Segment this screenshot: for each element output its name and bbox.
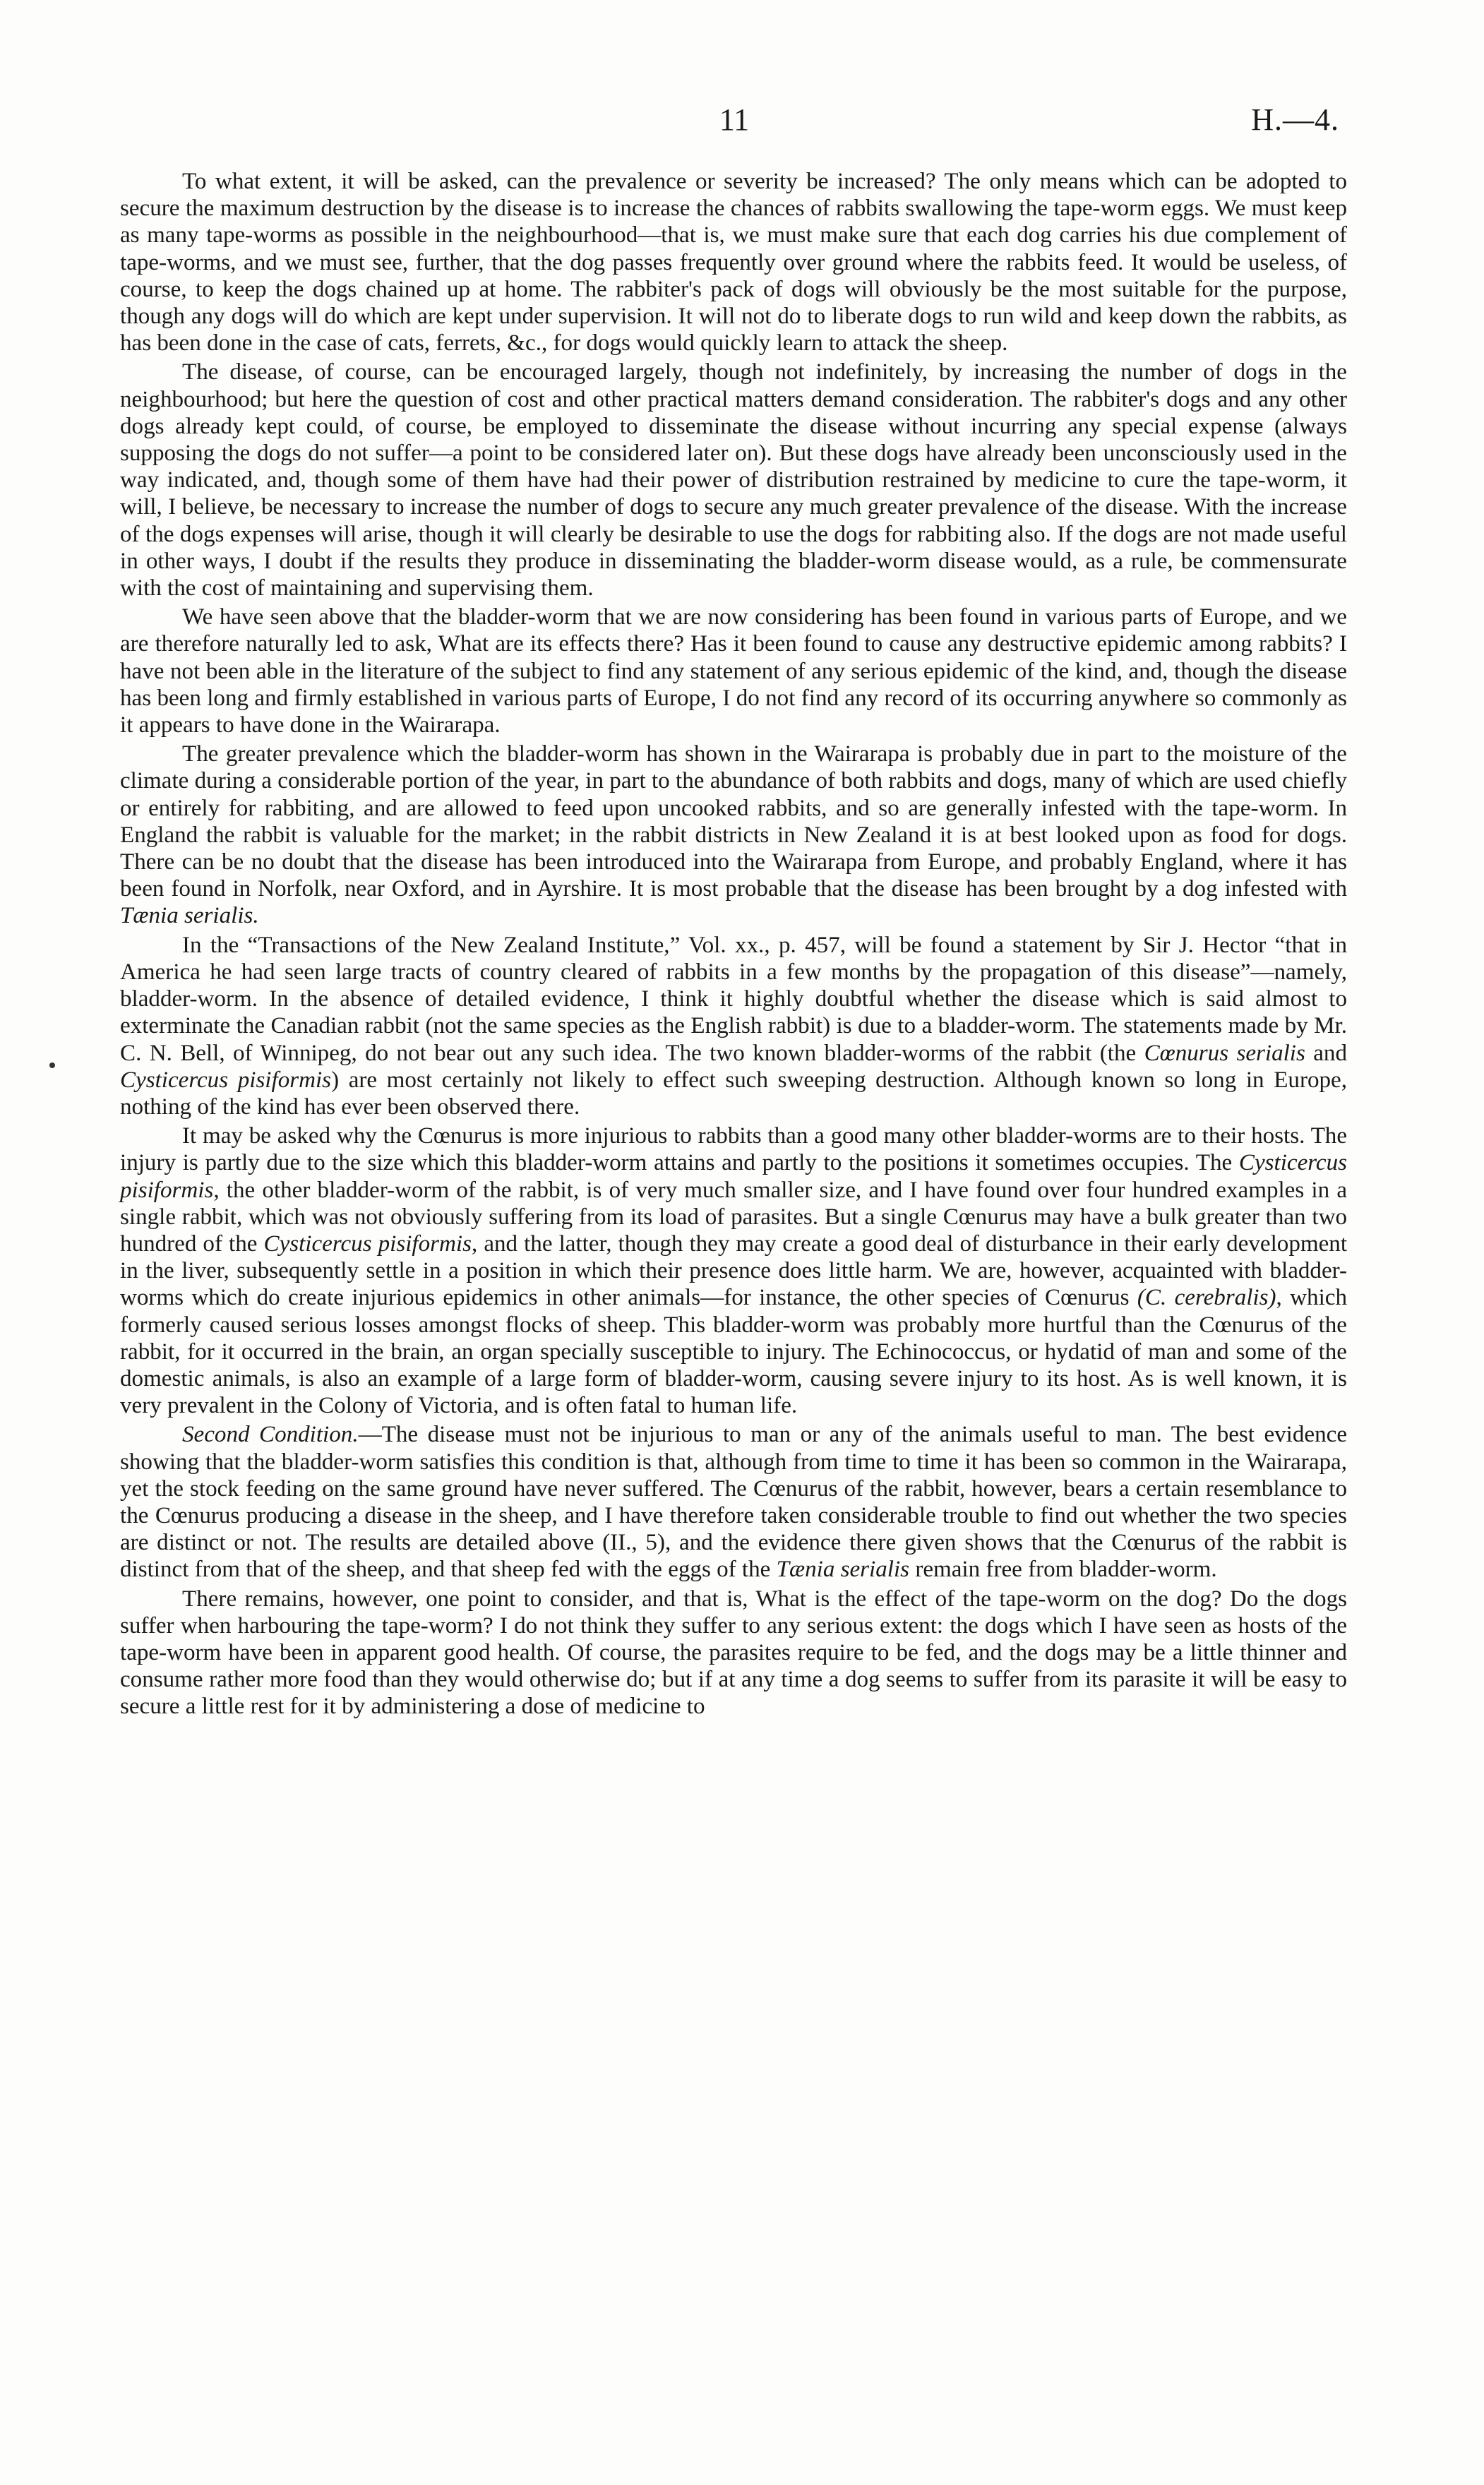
page-header <box>0 99 1484 141</box>
species-name: (C. cerebralis) <box>1137 1285 1276 1311</box>
paragraph-prevalence <box>120 741 1347 929</box>
species-name: Tænia serialis <box>776 1557 910 1583</box>
paragraph-transactions <box>120 932 1347 1120</box>
paragraph-europe: We have seen above that the bladder-worm that we are now considering has been found in various parts of Europe, and we are therefore naturally led to ask, What are its effects there? Has it been found to cause any destructive epidemic among rabbits? I have not been able in the literature of the subject to find any statement of any serious epidemic of the kind, and, though the disease has been long and firmly established in various parts of Europe, I do not find any record of its occurring anywhere so commonly as it appears to have done in the Wairarapa. <box>120 604 1347 738</box>
page-number: 11 <box>719 102 750 137</box>
section-heading: Second Condition. <box>182 1422 359 1448</box>
paragraph-text: remain free from bladder-worm. <box>909 1557 1217 1583</box>
paragraph-text: , the other bladder-worm of the rabbit, is of very much smaller size, and I have found over four hundred examples in a single rabbit, which was not obviously suffering from its load of parasites. But a single Cœnurus may have a bulk greater than two hundred of the <box>120 1177 1347 1257</box>
species-name: Cysticercus pisiformis <box>120 1150 1347 1203</box>
body-text <box>120 168 1347 1720</box>
paragraph-text: , which formerly caused serious losses amongst flocks of sheep. This bladder-worm was probably more hurtful than the Cœnurus of the rabbit, for it occurred in the brain, an organ specially susceptible to injury. The Echinococcus, or hydatid of man and some of the domestic animals, is also an example of a large form of bladder-worm, causing severe injury to its host. As is well known, it is very prevalent in the Colony of Victoria, and is often fatal to human life. <box>120 1285 1347 1419</box>
paragraph-extent: To what extent, it will be asked, can the prevalence or severity be increased? The only means which can be adopted to secure the maximum destruction by the disease is to increase the chances of rabbits swallowing the tape-worm eggs. We must keep as many tape-worms as possible in the neighbourhood—that is, we must make sure that each dog carries his due complement of tape-worms, and we must see, further, that the dog passes frequently over ground where the rabbits feed. It would be useless, of course, to keep the dogs chained up at home. The rabbiter's pack of dogs will obviously be the most suitable for the purpose, though any dogs will do which are kept under supervision. It will not do to liberate dogs to run wild and keep down the rabbits, as has been done in the case of cats, ferrets, &c., for dogs would quickly learn to attack the sheep. <box>120 169 1347 357</box>
paragraph-second-condition <box>120 1421 1347 1583</box>
paragraph-encouraged: The disease, of course, can be encouraged largely, though not indefinitely, by increasing the number of dogs in the neighbourhood; but here the question of cost and other practical matters demand consideration. The rabbiter's dogs and any other dogs already kept could, of course, be employed to disseminate the disease without incurring any special expense (always supposing the dogs do not suffer—a point to be considered later on). But these dogs have already been unconsciously used in the way indicated, and, though some of them have had their power of distribution restrained by medicine to cure the tape-worm, it will, I believe, be necessary to increase the number of dogs to secure any much greater prevalence of the disease. With the increase of the dogs expenses will arise, though it will clearly be desirable to use the dogs for rabbiting also. If the dogs are not made useful in other ways, I doubt if the results they produce in disseminating the bladder-worm disease would, as a rule, be commensurate with the cost of maintaining and supervising them. <box>120 359 1347 601</box>
paragraph-coenurus <box>120 1122 1347 1419</box>
document-reference: H.—4. <box>1251 102 1339 137</box>
species-name: Cœnurus serialis <box>1144 1040 1305 1066</box>
paragraph-text: The greater prevalence which the bladder-worm has shown in the Wairarapa is probably due in part to the moisture of the climate during a considerable portion of the year, in part to the abundance of both rabbits and dogs, many of which are used chiefly or entirely for rabbiting, and are allowed to feed upon uncooked rabbits, and so are generally infested with the tape-worm. In England the rabbit is valuable for the market; in the rabbit districts in New Zealand it is at best looked upon as food for dogs. There can be no doubt that the disease has been introduced into the Wairarapa from Europe, and probably England, where it has been found in Norfolk, near Oxford, and in Ayrshire. It is most probable that the disease has been brought by a dog infested with <box>120 741 1347 902</box>
paragraph-text: It may be asked why the Cœnurus is more injurious to rabbits than a good many other bladder-worms are to their hosts. The injury is partly due to the size which this bladder-worm attains and partly to the positions it sometimes occupies. The <box>120 1123 1347 1176</box>
paragraph-text: and <box>1305 1040 1348 1066</box>
species-name: Cysticercus pisiformis <box>120 1067 332 1093</box>
paragraph-effect-on-dog: There remains, however, one point to consider, and that is, What is the effect of the tape-worm on the dog? Do the dogs suffer when harbouring the tape-worm? I do not think they suffer to any serious extent: the dogs which I have seen as hosts of the tape-worm have been in apparent good health. Of course, the parasites require to be fed, and the dogs may be a little thinner and consume rather more food than they would otherwise do; but if at any time a dog seems to suffer from its parasite it will be easy to secure a little rest for it by administering a dose of medicine to <box>120 1586 1347 1720</box>
species-name: Tænia serialis. <box>120 903 259 929</box>
margin-mark <box>49 1062 55 1068</box>
paragraph-text: , and the latter, though they may create a good deal of disturbance in their early development in the liver, subsequently settle in a position in which their presence does little harm. We are, however, acquainted with bladder-worms which do create injurious epidemics in other animals—for instance, the other species of Cœnurus <box>120 1230 1348 1311</box>
species-name: Cysticercus pisiformis <box>263 1230 472 1257</box>
paragraph-text: In the “Transactions of the New Zealand Institute,” Vol. xx., p. 457, will be found a statement by Sir J. Hector “that in America he had seen large tracts of country cleared of rabbits in a few months by the propagation of this disease”—namely, bladder-worm. In the absence of detailed evidence, I think it highly doubtful whether the disease which is said almost to exterminate the Canadian rabbit (not the same species as the English rabbit) is due to a bladder-worm. The statements made by Mr. C. N. Bell, of Winnipeg, do not bear out any such idea. The two known bladder-worms of the rabbit (the <box>120 932 1347 1066</box>
paragraph-text: ) are most certainly not likely to effect such sweeping destruction. Although known so long in Europe, nothing of the kind has ever been observed there. <box>120 1067 1347 1120</box>
paragraph-text: —The disease must not be injurious to man or any of the animals useful to man. The best evidence showing that the bladder-worm satisfies this condition is that, although from time to time it has been so common in the Wairarapa, yet the stock feeding on the same ground have never suffered. The Cœnurus of the rabbit, however, bears a certain resemblance to the Cœnurus producing a disease in the sheep, and I have therefore taken considerable trouble to find out whether the two species are distinct or not. The results are detailed above (II., 5), and the evidence there given shows that the Cœnurus of the rabbit is distinct from that of the sheep, and that sheep fed with the eggs of the <box>120 1422 1347 1583</box>
